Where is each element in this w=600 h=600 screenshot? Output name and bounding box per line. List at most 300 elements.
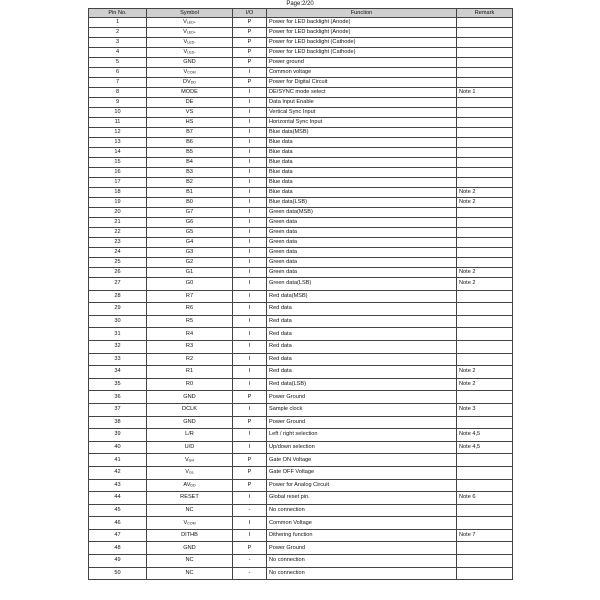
pin-assignment-table: [88, 8, 513, 580]
table-row: [89, 248, 513, 258]
table-row: [89, 18, 513, 28]
table-row: [89, 128, 513, 138]
table-row: [89, 48, 513, 58]
remark-cell: [457, 158, 513, 168]
symbol-text: R3: [185, 343, 194, 350]
remark-cell: [457, 38, 513, 48]
pin-number-cell: 17: [89, 178, 147, 188]
pin-number-cell: 34: [89, 366, 147, 379]
io-type-cell: P: [233, 542, 267, 555]
function-cell: Green data(LSB): [267, 278, 457, 291]
remark-cell: [457, 567, 513, 580]
header-function: Function: [267, 9, 457, 18]
remark-cell: [457, 454, 513, 467]
io-type-cell: I: [233, 88, 267, 98]
symbol-subscript: DD: [190, 483, 196, 488]
io-type-cell: I: [233, 188, 267, 198]
symbol-text: DCLK: [182, 406, 197, 413]
pin-number-cell: 31: [89, 328, 147, 341]
symbol-cell: [147, 228, 233, 238]
header-remark: Remark: [457, 9, 513, 18]
symbol-cell: [147, 315, 233, 328]
symbol-text: B1: [186, 189, 193, 195]
header-io: I/O: [233, 9, 267, 18]
function-cell: Blue data: [267, 148, 457, 158]
remark-cell: [457, 48, 513, 58]
table-row: [89, 28, 513, 38]
table-row: [89, 454, 513, 467]
pin-number-cell: 41: [89, 454, 147, 467]
symbol-text: VS: [185, 109, 194, 115]
function-cell: Dithering function: [267, 529, 457, 542]
symbol-text: G6: [185, 219, 194, 225]
symbol-text: B7: [186, 129, 193, 135]
symbol-cell: [147, 78, 233, 88]
pin-number-cell: 20: [89, 208, 147, 218]
io-type-cell: I: [233, 315, 267, 328]
symbol-cell: [147, 517, 233, 530]
pin-number-cell: 28: [89, 290, 147, 303]
symbol-text: V: [184, 456, 189, 463]
io-type-cell: -: [233, 504, 267, 517]
table-row: [89, 268, 513, 278]
function-cell: Red data(LSB): [267, 378, 457, 391]
table-row: [89, 118, 513, 128]
function-cell: Blue data(LSB): [267, 198, 457, 208]
symbol-cell: [147, 479, 233, 492]
symbol-cell: [147, 492, 233, 505]
table-row: [89, 315, 513, 328]
symbol-text: DV: [183, 79, 191, 85]
symbol-text: GND: [183, 393, 196, 400]
page-number-label: Page:2/20: [286, 1, 314, 7]
function-cell: Blue data: [267, 158, 457, 168]
symbol-subscript: COM: [187, 70, 196, 75]
symbol-text: G3: [185, 249, 194, 255]
table-row: [89, 38, 513, 48]
symbol-text: G1: [185, 269, 194, 275]
remark-cell: [457, 248, 513, 258]
io-type-cell: P: [233, 391, 267, 404]
symbol-cell: [147, 218, 233, 228]
pin-number-cell: 33: [89, 353, 147, 366]
pin-number-cell: 13: [89, 138, 147, 148]
function-cell: Global reset pin.: [267, 492, 457, 505]
symbol-cell: [147, 148, 233, 158]
io-type-cell: I: [233, 268, 267, 278]
function-cell: Power for Digital Circuit: [267, 78, 457, 88]
pin-number-cell: 46: [89, 517, 147, 530]
function-cell: Power for LED backlight (Cathode): [267, 38, 457, 48]
symbol-text: HS: [185, 119, 194, 125]
io-type-cell: I: [233, 138, 267, 148]
io-type-cell: P: [233, 38, 267, 48]
remark-cell: [457, 391, 513, 404]
symbol-text: G2: [185, 259, 194, 265]
table-row: [89, 567, 513, 580]
function-cell: Power Ground: [267, 391, 457, 404]
symbol-cell: [147, 188, 233, 198]
pin-number-cell: 7: [89, 78, 147, 88]
remark-cell: Note 6: [457, 492, 513, 505]
symbol-cell: [147, 108, 233, 118]
pin-number-cell: 35: [89, 378, 147, 391]
symbol-cell: [147, 454, 233, 467]
io-type-cell: I: [233, 118, 267, 128]
remark-cell: Note 2: [457, 188, 513, 198]
table-row: [89, 479, 513, 492]
symbol-text: L/R: [185, 431, 194, 438]
remark-cell: [457, 128, 513, 138]
symbol-text: R5: [185, 318, 194, 325]
remark-cell: [457, 258, 513, 268]
remark-cell: Note 2: [457, 268, 513, 278]
symbol-text: G7: [185, 209, 194, 215]
symbol-text: B2: [186, 179, 193, 185]
symbol-cell: [147, 403, 233, 416]
io-type-cell: I: [233, 128, 267, 138]
table-row: [89, 138, 513, 148]
table-row: [89, 429, 513, 442]
remark-cell: [457, 148, 513, 158]
symbol-cell: [147, 303, 233, 316]
pin-number-cell: 22: [89, 228, 147, 238]
pin-number-cell: 42: [89, 466, 147, 479]
symbol-cell: [147, 128, 233, 138]
io-type-cell: I: [233, 492, 267, 505]
remark-cell: [457, 303, 513, 316]
table-row: [89, 158, 513, 168]
symbol-subscript: DD: [190, 80, 196, 85]
pin-number-cell: 26: [89, 268, 147, 278]
symbol-cell: [147, 290, 233, 303]
io-type-cell: I: [233, 238, 267, 248]
symbol-cell: [147, 378, 233, 391]
symbol-subscript: LED+: [186, 30, 196, 35]
function-cell: Power for Analog Circuit: [267, 479, 457, 492]
io-type-cell: -: [233, 555, 267, 568]
remark-cell: [457, 68, 513, 78]
function-cell: Power ground: [267, 58, 457, 68]
pin-number-cell: 14: [89, 148, 147, 158]
remark-cell: Note 2: [457, 366, 513, 379]
io-type-cell: I: [233, 208, 267, 218]
symbol-text: GND: [183, 59, 196, 65]
symbol-text: V: [183, 69, 188, 75]
table-header-row: [89, 9, 513, 18]
header-pin-no: Pin No.: [89, 9, 147, 18]
table-row: [89, 98, 513, 108]
pin-number-cell: 3: [89, 38, 147, 48]
pin-number-cell: 30: [89, 315, 147, 328]
pin-number-cell: 27: [89, 278, 147, 291]
remark-cell: [457, 290, 513, 303]
table-row: [89, 303, 513, 316]
symbol-text: G5: [185, 229, 194, 235]
symbol-cell: [147, 138, 233, 148]
function-cell: Common voltage: [267, 68, 457, 78]
table-row: [89, 78, 513, 88]
io-type-cell: P: [233, 454, 267, 467]
pin-number-cell: 38: [89, 416, 147, 429]
table-row: [89, 290, 513, 303]
function-cell: No connection: [267, 555, 457, 568]
symbol-cell: [147, 353, 233, 366]
io-type-cell: I: [233, 148, 267, 158]
symbol-text: G4: [185, 239, 194, 245]
table-row: [89, 441, 513, 454]
function-cell: Gate OFF Voltage: [267, 466, 457, 479]
io-type-cell: I: [233, 248, 267, 258]
pin-number-cell: 40: [89, 441, 147, 454]
remark-cell: [457, 58, 513, 68]
table-row: [89, 228, 513, 238]
remark-cell: Note 7: [457, 529, 513, 542]
symbol-cell: [147, 429, 233, 442]
symbol-cell: [147, 198, 233, 208]
remark-cell: [457, 238, 513, 248]
io-type-cell: I: [233, 178, 267, 188]
function-cell: Red data: [267, 315, 457, 328]
remark-cell: [457, 315, 513, 328]
symbol-subscript: GH: [188, 458, 195, 463]
remark-cell: [457, 328, 513, 341]
pin-number-cell: 8: [89, 88, 147, 98]
pin-number-cell: 37: [89, 403, 147, 416]
symbol-text: NC: [185, 569, 194, 576]
table-row: [89, 328, 513, 341]
io-type-cell: I: [233, 303, 267, 316]
pin-number-cell: 5: [89, 58, 147, 68]
function-cell: Blue data(MSB): [267, 128, 457, 138]
remark-cell: [457, 504, 513, 517]
io-type-cell: I: [233, 366, 267, 379]
function-cell: Common Voltage: [267, 517, 457, 530]
function-cell: Power for LED backlight (Anode): [267, 28, 457, 38]
function-cell: No connection: [267, 567, 457, 580]
io-type-cell: P: [233, 78, 267, 88]
table-row: [89, 88, 513, 98]
symbol-cell: [147, 248, 233, 258]
symbol-cell: [147, 328, 233, 341]
pin-number-cell: 39: [89, 429, 147, 442]
remark-cell: Note 4,5: [457, 441, 513, 454]
pin-number-cell: 18: [89, 188, 147, 198]
function-cell: Power Ground: [267, 542, 457, 555]
symbol-cell: [147, 178, 233, 188]
remark-cell: [457, 208, 513, 218]
function-cell: Red data(MSB): [267, 290, 457, 303]
io-type-cell: I: [233, 108, 267, 118]
function-cell: Data Input Enable: [267, 98, 457, 108]
function-cell: DE/SYNC mode select: [267, 88, 457, 98]
remark-cell: Note 2: [457, 378, 513, 391]
function-cell: Blue data: [267, 138, 457, 148]
io-type-cell: P: [233, 28, 267, 38]
io-type-cell: I: [233, 198, 267, 208]
symbol-cell: [147, 466, 233, 479]
io-type-cell: I: [233, 517, 267, 530]
function-cell: Green data: [267, 218, 457, 228]
remark-cell: [457, 28, 513, 38]
io-type-cell: I: [233, 218, 267, 228]
remark-cell: [457, 340, 513, 353]
symbol-text: R0: [185, 381, 194, 388]
io-type-cell: I: [233, 290, 267, 303]
symbol-subscript: LED+: [186, 20, 196, 25]
symbol-cell: [147, 391, 233, 404]
symbol-cell: [147, 168, 233, 178]
remark-cell: [457, 108, 513, 118]
function-cell: Green data: [267, 258, 457, 268]
symbol-cell: [147, 441, 233, 454]
function-cell: Green data: [267, 238, 457, 248]
symbol-text: GND: [183, 418, 196, 425]
table-row: [89, 416, 513, 429]
remark-cell: [457, 18, 513, 28]
symbol-cell: [147, 529, 233, 542]
function-cell: Power for LED backlight (Anode): [267, 18, 457, 28]
pin-number-cell: 21: [89, 218, 147, 228]
table-row: [89, 517, 513, 530]
symbol-cell: [147, 38, 233, 48]
table-row: [89, 58, 513, 68]
symbol-cell: [147, 58, 233, 68]
symbol-text: NC: [185, 506, 194, 513]
table-row: [89, 555, 513, 568]
symbol-text: V: [183, 49, 188, 55]
io-type-cell: I: [233, 68, 267, 78]
io-type-cell: I: [233, 378, 267, 391]
remark-cell: [457, 542, 513, 555]
pin-number-cell: 6: [89, 68, 147, 78]
remark-cell: [457, 178, 513, 188]
function-cell: Red data: [267, 328, 457, 341]
io-type-cell: P: [233, 416, 267, 429]
table-row: [89, 188, 513, 198]
symbol-text: U/D: [184, 444, 195, 451]
symbol-cell: [147, 416, 233, 429]
symbol-text: R6: [185, 305, 194, 312]
symbol-cell: [147, 278, 233, 291]
symbol-cell: [147, 340, 233, 353]
function-cell: Left / right selection: [267, 429, 457, 442]
symbol-text: V: [183, 39, 188, 45]
io-type-cell: P: [233, 48, 267, 58]
pin-number-cell: 49: [89, 555, 147, 568]
symbol-subscript: COM: [187, 521, 196, 526]
symbol-text: R1: [185, 368, 194, 375]
symbol-cell: [147, 28, 233, 38]
symbol-cell: [147, 504, 233, 517]
remark-cell: [457, 138, 513, 148]
remark-cell: [457, 479, 513, 492]
pin-number-cell: 50: [89, 567, 147, 580]
symbol-cell: [147, 88, 233, 98]
table-row: [89, 403, 513, 416]
pin-number-cell: 23: [89, 238, 147, 248]
io-type-cell: I: [233, 228, 267, 238]
symbol-text: R2: [185, 355, 194, 362]
symbol-cell: [147, 68, 233, 78]
table-row: [89, 278, 513, 291]
io-type-cell: I: [233, 441, 267, 454]
symbol-text: R7: [185, 292, 194, 299]
table-row: [89, 378, 513, 391]
remark-cell: [457, 517, 513, 530]
table-row: [89, 366, 513, 379]
symbol-text: V: [185, 469, 189, 476]
function-cell: Up/down selection: [267, 441, 457, 454]
pin-number-cell: 15: [89, 158, 147, 168]
function-cell: No connection: [267, 504, 457, 517]
pin-number-cell: 45: [89, 504, 147, 517]
symbol-cell: [147, 118, 233, 128]
remark-cell: [457, 555, 513, 568]
table-row: [89, 198, 513, 208]
remark-cell: [457, 353, 513, 366]
symbol-text: B5: [186, 149, 193, 155]
pin-number-cell: 10: [89, 108, 147, 118]
table-row: [89, 148, 513, 158]
symbol-cell: [147, 258, 233, 268]
function-cell: Vertical Sync Input: [267, 108, 457, 118]
pin-number-cell: 24: [89, 248, 147, 258]
table-row: [89, 178, 513, 188]
table-row: [89, 108, 513, 118]
symbol-text: DITHB: [181, 532, 198, 539]
table-row: [89, 218, 513, 228]
io-type-cell: I: [233, 98, 267, 108]
symbol-subscript: GL: [188, 470, 194, 475]
symbol-cell: [147, 18, 233, 28]
function-cell: Blue data: [267, 168, 457, 178]
io-type-cell: -: [233, 567, 267, 580]
symbol-text: B4: [186, 159, 193, 165]
remark-cell: [457, 78, 513, 88]
function-cell: Blue data: [267, 188, 457, 198]
table-row: [89, 466, 513, 479]
remark-cell: [457, 466, 513, 479]
symbol-text: G0: [185, 280, 194, 287]
function-cell: Red data: [267, 353, 457, 366]
symbol-cell: [147, 208, 233, 218]
table-row: [89, 504, 513, 517]
symbol-cell: [147, 542, 233, 555]
function-cell: Power Ground: [267, 416, 457, 429]
symbol-text: B6: [186, 139, 193, 145]
symbol-text: V: [183, 519, 188, 526]
io-type-cell: I: [233, 403, 267, 416]
io-type-cell: I: [233, 158, 267, 168]
pin-number-cell: 48: [89, 542, 147, 555]
io-type-cell: I: [233, 529, 267, 542]
remark-cell: [457, 168, 513, 178]
io-type-cell: I: [233, 353, 267, 366]
table-row: [89, 238, 513, 248]
symbol-cell: [147, 238, 233, 248]
pin-number-cell: 12: [89, 128, 147, 138]
function-cell: Blue data: [267, 178, 457, 188]
symbol-subscript: LED-: [187, 40, 196, 45]
table-row: [89, 529, 513, 542]
symbol-text: RESET: [180, 494, 199, 501]
symbol-subscript: LED-: [187, 50, 196, 55]
pin-number-cell: 36: [89, 391, 147, 404]
symbol-cell: [147, 98, 233, 108]
remark-cell: Note 4,5: [457, 429, 513, 442]
function-cell: Power for LED backlight (Cathode): [267, 48, 457, 58]
